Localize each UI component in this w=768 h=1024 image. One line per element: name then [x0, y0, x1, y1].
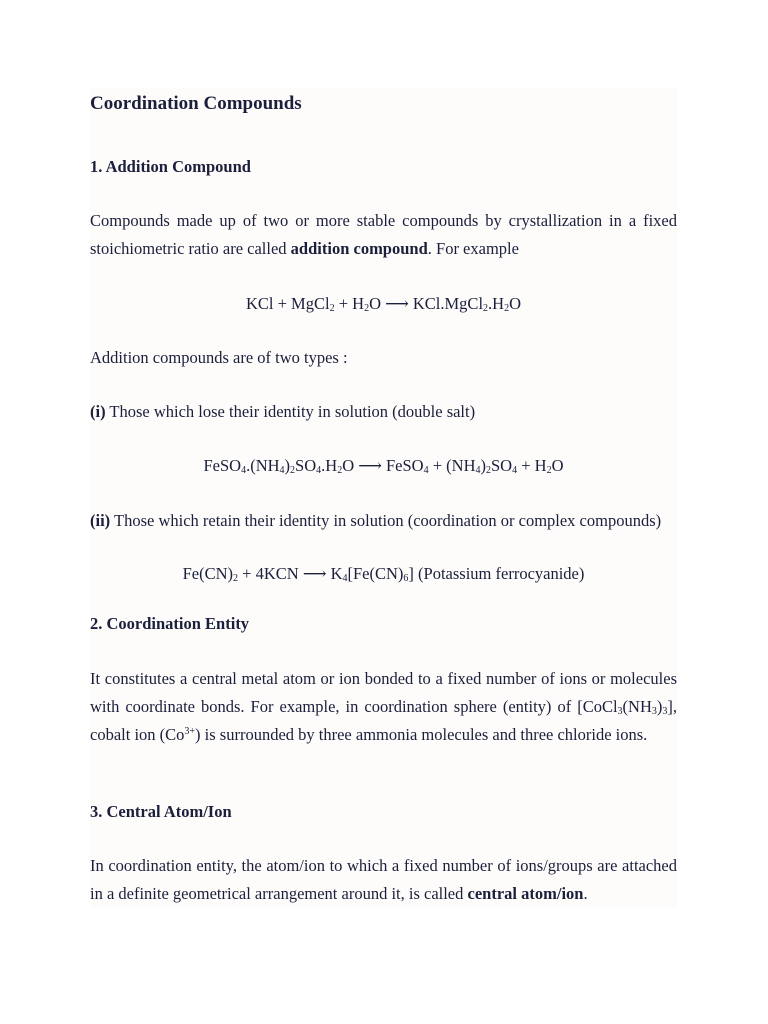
section-heading-central-atom: 3. Central Atom/Ion — [90, 802, 232, 821]
central-atom-text-2: . — [583, 884, 588, 903]
section-heading-coordination-entity: 2. Coordination Entity — [90, 614, 250, 633]
central-atom-text-1: In coordination entity, the atom/ion to which a fixed number of ions/groups are attached in a definite geometrical arrangement around it, is called — [90, 856, 677, 903]
central-atom-definition — [90, 852, 677, 908]
definition-text-1: Compounds made up of two or more stable compounds by crystallization in a fixed stoichiometric ratio are called — [90, 211, 677, 258]
types-intro: Addition compounds are of two types : — [90, 348, 348, 367]
type-double-salt — [90, 398, 677, 426]
central-atom-term: central atom/ion — [467, 884, 584, 903]
coordination-entity-definition: It constitutes a central metal atom or ion bonded to a fixed number of ions or molecules with coordinate bonds. For example, in coordination sphere (entity) of $[CoCl_3(NH_3)_3]$, cobalt ion $(Co^{3+})$ is surrounded by three ammonia molecules and three chloride ions. — [90, 669, 677, 744]
definition-text-2: . For example — [427, 239, 519, 258]
type2-text: Those which retain their identity in solution (coordination or complex compounds) — [110, 511, 662, 530]
type1-text: Those which lose their identity in solution (double salt) — [105, 402, 476, 421]
section-heading-addition-compound: 1. Addition Compound — [90, 157, 251, 176]
type-complex-compound — [90, 507, 677, 535]
type2-label: (ii) — [90, 511, 111, 530]
definition-term: addition compound — [290, 239, 428, 258]
page-title: Coordination Compounds — [90, 93, 302, 114]
equation-mohr-salt: $FeSO_4.(NH_4)_2SO_4.H_2O$ ⟶ FeSO$_4$ + $(NH_4)_2SO_4 + H_2O$ — [203, 456, 564, 476]
equation-kcl-mgcl2: KCl + MgCl$_2$ + $H_2O$ ⟶ $KCl.MgCl_2.H_2O$ — [246, 294, 521, 314]
article-content — [90, 88, 677, 908]
addition-compound-definition — [90, 207, 677, 263]
equation-potassium-ferrocyanide: $Fe(CN)_2 + 4KCN$ ⟶ $K_4[Fe(CN)_6]$ (Potassium ferrocyanide) — [182, 564, 585, 584]
type1-label: (i) — [90, 402, 106, 421]
